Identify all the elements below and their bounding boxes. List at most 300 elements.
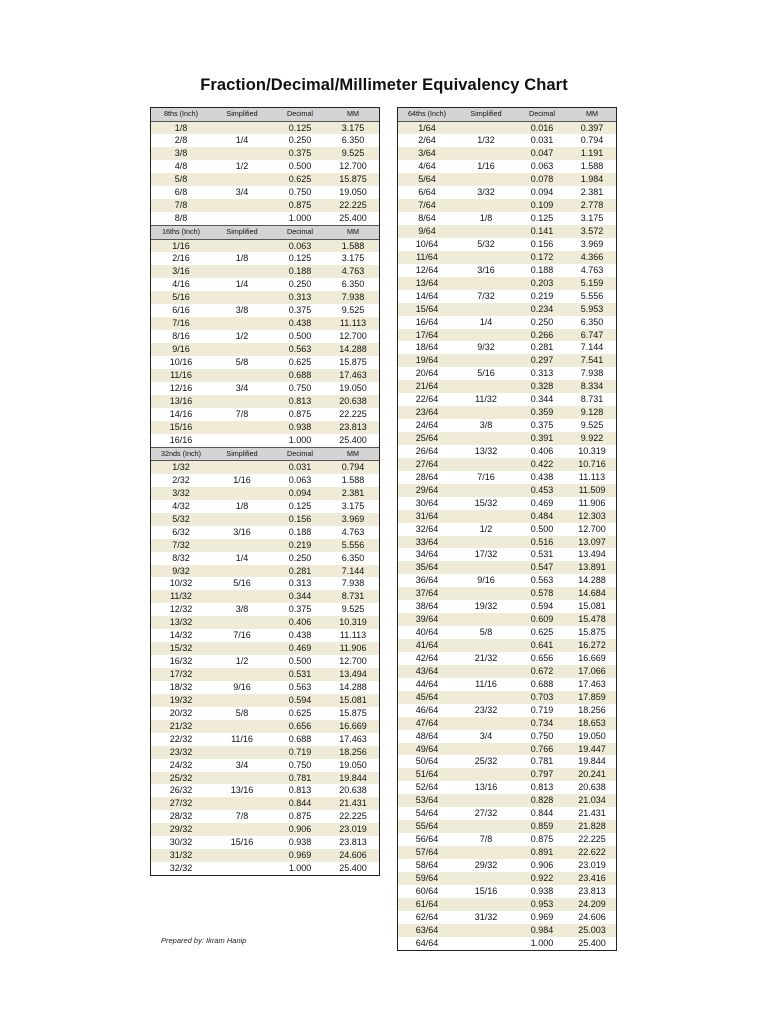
table-cell [456,199,516,212]
table-cell: 3/8 [235,305,249,316]
table-cell: 1/16 [233,474,251,485]
table-cell: 19.447 [578,743,606,754]
table-cell: 17/32 [474,549,498,560]
table-cell: 9/32 [477,342,495,353]
table-cell [456,561,516,574]
table-cell: 2/16 [172,253,190,264]
prepared-by: Prepared by: Ikram Hanip [161,936,247,945]
table-row [398,341,616,354]
table-row [151,265,379,278]
section-header [151,447,379,462]
table-cell: 16/16 [169,434,193,445]
table-cell: 0.156 [288,513,312,524]
table-cell: 16.669 [339,720,367,731]
table-row [398,574,616,587]
table-cell: 0.781 [288,772,312,783]
table-cell: 0.641 [530,640,554,650]
table-cell: 22.225 [339,408,367,419]
table-cell [456,432,516,445]
table-cell [456,122,516,135]
table-cell: 1/16 [477,161,495,172]
table-cell: 0.906 [530,859,554,870]
table-cell: 0.984 [530,924,554,935]
table-cell: 52/64 [415,782,439,793]
table-row [398,147,616,160]
table-cell: 3/8 [479,420,493,431]
table-cell: 0.250 [288,279,312,290]
table-cell: 9/16 [477,575,495,586]
table-row [151,797,379,810]
table-cell [211,487,273,500]
column-header: Simplified [226,109,258,118]
table-cell [211,797,273,810]
table-cell [211,395,273,408]
table-cell: 0.344 [288,591,312,602]
table-cell: 28/64 [415,471,439,482]
table-row [398,548,616,561]
table-cell: 16/32 [169,656,193,667]
table-cell: 25/32 [474,756,498,767]
table-cell: 3/64 [418,148,436,159]
table-cell: 16.669 [578,652,606,663]
table-row [398,251,616,264]
table-cell: 3/4 [235,759,249,770]
table-cell: 0.250 [288,135,312,146]
table-cell: 1/2 [235,656,249,667]
table-cell: 18.653 [578,717,606,728]
table-cell: 17/32 [169,669,193,679]
table-cell [211,668,273,681]
table-cell: 8/32 [172,552,190,563]
table-row [398,911,616,924]
table-row [151,733,379,746]
table-cell: 15/16 [169,421,193,432]
table-row [398,561,616,574]
table-cell: 7.938 [341,292,365,303]
table-row [151,212,379,225]
table-row [398,264,616,277]
table-cell: 32/32 [169,863,193,874]
table-cell: 38/64 [415,601,439,612]
table-row [151,160,379,173]
table-cell: 14/64 [415,290,439,301]
table-cell: 0.234 [530,303,554,314]
table-row [398,717,616,730]
table-cell: 3/16 [477,264,495,275]
table-cell: 18/32 [169,681,193,692]
table-cell: 0.563 [288,681,312,692]
table-cell: 7/32 [477,290,495,301]
table-cell: 0.375 [288,148,312,159]
table-row [151,759,379,772]
table-cell: 23.813 [578,885,606,896]
table-cell: 0.656 [530,652,554,663]
table-cell: 0.172 [530,251,554,262]
table-cell: 0.578 [530,588,554,599]
table-cell: 0.500 [530,523,554,534]
table-cell: 10.319 [339,617,367,628]
table-cell: 0.141 [530,226,554,236]
table-row [398,432,616,445]
table-cell: 7/32 [172,539,190,550]
table-row [398,600,616,613]
table-cell: 35/64 [415,562,439,573]
table-cell: 25.400 [339,213,367,224]
table-cell: 15/64 [415,303,439,314]
table-row [151,577,379,590]
table-row [151,147,379,160]
table-row [151,629,379,642]
table-cell: 12.700 [578,523,606,534]
table-cell: 23.416 [578,872,606,883]
table-cell [211,720,273,733]
table-cell: 25.003 [578,924,606,935]
table-row [151,746,379,759]
table-cell: 18/64 [415,342,439,353]
table-row [151,772,379,785]
table-cell: 7/16 [172,318,190,329]
table-row [151,395,379,408]
table-cell [456,898,516,911]
table-row [151,122,379,135]
column-header: MM [347,109,359,118]
table-row [398,885,616,898]
table-cell: 9/64 [418,226,436,236]
table-cell: 11/32 [475,394,497,405]
table-cell: 22.225 [339,811,367,822]
column-header: MM [347,448,359,458]
table-cell: 5/8 [235,356,249,367]
table-cell: 30/32 [169,837,193,848]
table-cell: 0.375 [288,305,312,316]
table-cell: 15/32 [474,497,498,508]
table-cell [456,665,516,678]
table-row [151,434,379,447]
table-cell: 7.144 [341,565,365,576]
table-cell: 56/64 [415,834,439,845]
table-cell: 17/64 [415,329,439,340]
table-cell: 60/64 [415,885,439,896]
table-row [398,122,616,135]
table-cell: 7/16 [477,471,495,482]
table-cell: 21.034 [578,795,606,806]
table-row [151,291,379,304]
table-cell: 10/32 [169,578,193,589]
table-cell: 0.031 [288,462,312,472]
table-cell: 9/16 [172,344,190,354]
table-row [151,565,379,578]
table-row [398,367,616,380]
table-row [398,238,616,251]
table-cell: 17.463 [339,733,367,744]
column-header: Decimal [287,227,313,236]
column-header: Decimal [287,109,313,118]
table-cell: 0.794 [341,462,365,472]
table-cell: 7/8 [235,408,249,419]
table-cell: 3.969 [580,238,604,249]
table-cell: 0.063 [288,240,312,251]
table-cell: 7.938 [580,368,604,379]
table-cell: 0.063 [288,474,312,485]
table-cell: 20.638 [339,785,367,796]
table-cell: 13.494 [578,549,606,560]
table-cell: 9.128 [580,407,604,418]
table-cell [211,642,273,655]
table-cell: 19.844 [339,772,367,783]
table-cell: 8.731 [580,394,604,405]
table-row [151,421,379,434]
table-cell [456,484,516,497]
table-cell [211,122,273,135]
table-cell: 4.763 [580,264,604,275]
table-cell: 0.250 [530,316,554,327]
table-cell: 3.175 [341,122,365,133]
table-cell: 15.875 [339,707,367,718]
table-cell: 1/2 [479,523,493,534]
table-cell: 0.125 [288,122,312,133]
table-cell: 0.266 [530,329,554,340]
table-cell: 21.431 [339,798,367,809]
table-cell: 57/64 [415,847,439,857]
table-row [151,823,379,836]
table-cell: 23/32 [169,746,193,757]
table-cell: 7/16 [233,630,251,641]
table-cell: 47/64 [415,717,439,728]
table-cell: 14/32 [169,630,193,641]
table-row [398,536,616,549]
table-cell: 1/32 [477,135,495,146]
table-cell: 3/16 [172,266,190,277]
table-cell: 0.313 [288,292,312,303]
table-cell [456,613,516,626]
table-cell: 2.778 [580,200,604,211]
table-cell: 0.750 [288,187,312,198]
table-cell: 5/32 [477,238,495,249]
table-cell: 15/32 [169,643,193,654]
table-row [398,743,616,756]
table-cell: 58/64 [415,859,439,870]
table-cell: 0.359 [530,407,554,418]
table-row [398,924,616,937]
table-cell: 0.047 [530,148,554,159]
table-row [151,810,379,823]
table-cell: 12/16 [169,382,193,393]
table-cell: 1.191 [580,148,604,159]
table-cell: 9.525 [580,420,604,431]
column-header: MM [347,227,359,236]
table-cell: 0.922 [530,872,554,883]
table-cell: 0.125 [288,253,312,264]
table-cell: 1/32 [172,462,190,472]
table-cell: 19.050 [339,759,367,770]
table-cell: 5.556 [580,290,604,301]
table-row [151,681,379,694]
table-cell [211,746,273,759]
table-row [398,393,616,406]
column-header: Simplified [470,109,502,118]
table-cell: 4/64 [418,161,436,172]
table-cell: 0.672 [530,665,554,676]
table-cell: 4.763 [341,266,365,277]
table-cell: 9.525 [341,148,365,159]
table-cell: 14.288 [339,344,367,354]
table-cell: 14/16 [169,408,193,419]
table-cell: 27/32 [474,808,498,819]
table-cell: 6.350 [341,552,365,563]
table-row [398,277,616,290]
table-cell: 9/32 [172,565,190,576]
table-cell: 0.016 [530,122,554,133]
table-row [398,303,616,316]
table-cell: 53/64 [415,795,439,806]
table-cell: 12.700 [339,161,367,172]
table-cell [456,536,516,549]
table-cell: 11.509 [578,484,606,495]
table-cell: 2/64 [418,135,436,146]
table-cell: 1.000 [288,213,312,224]
table-cell: 19/32 [169,694,193,705]
table-row [398,445,616,458]
table-cell [211,772,273,785]
table-cell: 61/64 [415,898,439,909]
column-header: Decimal [287,448,313,458]
table-cell: 29/32 [169,824,193,835]
table-cell [456,691,516,704]
table-cell: 62/64 [415,911,439,922]
table-row [398,846,616,859]
table-cell: 0.828 [530,795,554,806]
table-cell: 25.400 [578,937,606,948]
table-cell: 22/64 [415,394,439,405]
table-row [151,694,379,707]
table-row [151,655,379,668]
table-cell: 11.906 [578,497,606,508]
table-cell: 0.766 [530,743,554,754]
table-cell: 54/64 [415,808,439,819]
table-cell: 0.469 [530,497,554,508]
table-row [151,240,379,253]
table-cell: 3/4 [235,187,249,198]
table-cell: 30/64 [415,497,439,508]
column-header: Simplified [226,227,258,236]
table-cell [456,717,516,730]
table-cell: 0.688 [288,733,312,744]
table-row [151,707,379,720]
table-cell: 0.469 [288,643,312,654]
table-row [151,134,379,147]
table-row [398,316,616,329]
table-cell: 0.750 [288,759,312,770]
table-cell: 3.572 [580,226,604,236]
table-cell: 0.531 [288,669,312,679]
table-cell: 0.531 [530,549,554,560]
table-cell: 0.563 [530,575,554,586]
table-row [398,859,616,872]
table-cell: 0.875 [530,834,554,845]
table-cell: 0.375 [288,604,312,615]
table-cell: 18.256 [339,746,367,757]
table-cell: 48/64 [415,730,439,741]
table-row [151,186,379,199]
table-cell: 0.688 [530,678,554,689]
table-cell: 1/64 [418,122,436,133]
table-cell: 5.159 [580,277,604,288]
table-cell: 1.588 [341,474,365,485]
table-cell: 34/64 [415,549,439,560]
table-cell: 2.381 [580,187,604,198]
table-cell: 24/32 [169,759,193,770]
table-cell: 0.063 [530,161,554,172]
table-cell: 0.813 [530,782,554,793]
table-cell: 0.844 [288,798,312,809]
table-cell: 3/4 [235,382,249,393]
table-row [398,523,616,536]
table-cell: 3.969 [341,513,365,524]
table-row [151,382,379,395]
table-cell: 0.797 [530,769,554,780]
table-row [398,329,616,342]
table-cell: 0.625 [288,356,312,367]
table-cell: 1/8 [235,500,249,511]
table-cell: 0.953 [530,898,554,909]
table-cell: 16/64 [415,316,439,327]
table-cell: 17.463 [578,678,606,689]
table-cell: 0.813 [288,395,312,406]
table-cell: 0.844 [530,808,554,819]
table-cell: 5/8 [479,627,493,638]
table-row [151,513,379,526]
table-cell [211,823,273,836]
table-cell [211,849,273,862]
table-cell: 5.953 [580,303,604,314]
table-cell [456,846,516,859]
table-cell: 6.350 [341,279,365,290]
table-cell: 23.813 [339,837,367,848]
table-cell: 0.188 [288,266,312,277]
table-cell: 19/32 [474,601,498,612]
table-cell: 23/32 [474,704,498,715]
table-row [151,784,379,797]
table-cell: 51/64 [415,769,439,780]
table-cell [211,862,273,875]
table-row [398,639,616,652]
table-cell: 10.716 [578,458,606,469]
table-row [398,872,616,885]
table-row [151,304,379,317]
table-cell: 5/64 [418,174,436,185]
table-cell: 9.525 [341,604,365,615]
table-cell: 17.859 [578,691,606,702]
table-cell: 3/8 [174,148,188,159]
table-row [398,160,616,173]
table-cell: 43/64 [415,665,439,676]
table-cell: 22/32 [169,733,193,744]
table-cell: 55/64 [415,821,439,832]
table-cell: 29/64 [415,484,439,495]
table-cell: 8/8 [174,213,188,224]
table-cell: 25.400 [339,863,367,874]
table-row [398,807,616,820]
table-row [398,781,616,794]
table-cell: 19/64 [415,355,439,366]
table-cell: 15.875 [339,174,367,185]
table-row [398,419,616,432]
table-cell: 20.241 [578,769,606,780]
table-row [398,484,616,497]
table-cell: 3/32 [477,187,495,198]
table-cell [456,794,516,807]
table-cell: 0.297 [530,355,554,366]
